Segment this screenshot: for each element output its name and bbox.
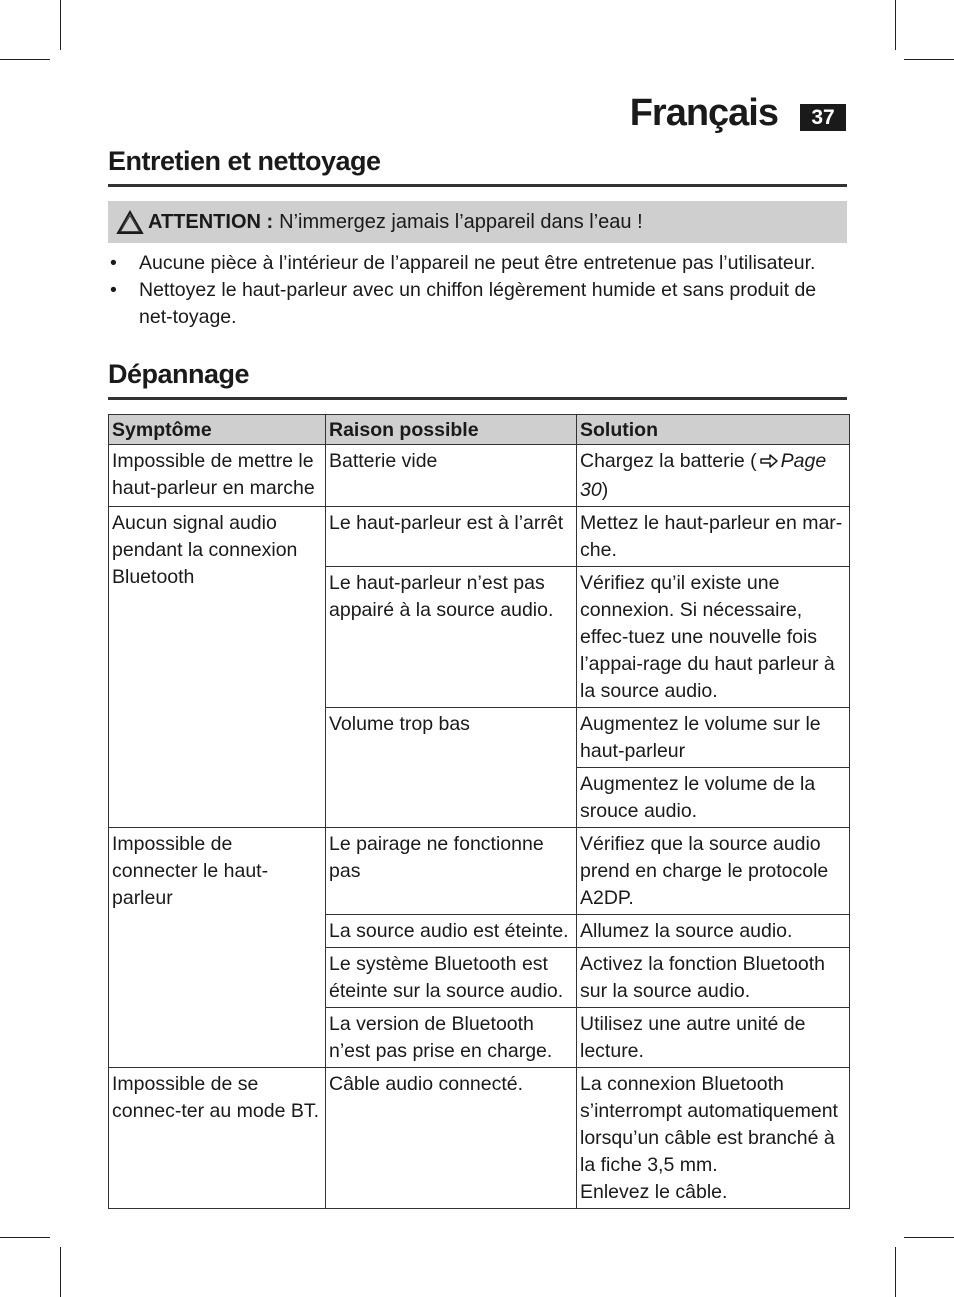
troubleshooting-table (108, 414, 850, 1209)
page-reference: Page 30 (580, 450, 827, 501)
page-number: 37 (800, 104, 846, 131)
crop-mark (0, 59, 50, 60)
column-header-solution: Solution (577, 415, 850, 445)
symptom-cell: Impossible de se connec-ter au mode BT. (109, 1068, 326, 1209)
solution-cell: Mettez le haut-parleur en mar-che. (577, 507, 850, 567)
reason-cell: Le haut-parleur est à l’arrêt (326, 507, 577, 567)
solution-text: Chargez la batterie ( (580, 450, 757, 472)
reason-cell: Batterie vide (326, 445, 577, 507)
symptom-cell: Impossible de mettre le haut-parleur en marche (109, 445, 326, 507)
attention-text: N’immergez jamais l’appareil dans l’eau ! (279, 210, 643, 233)
table-row (109, 1068, 850, 1209)
symptom-cell: Aucun signal audio pendant la connexion Bluetooth (109, 507, 326, 828)
reason-cell: Le pairage ne fonctionne pas (326, 828, 577, 915)
reason-cell: Câble audio connecté. (326, 1068, 577, 1209)
attention-box (108, 201, 847, 243)
reason-cell: Le système Bluetooth est éteinte sur la source audio. (326, 948, 577, 1008)
crop-mark (60, 1247, 61, 1297)
solution-text: La connexion Bluetooth s’interrompt automatiquement lorsqu’un câble est branché à la fiche 3,5 mm. (580, 1073, 838, 1176)
table-row (109, 828, 850, 915)
crop-mark (0, 1237, 50, 1238)
table-header-row (109, 415, 850, 445)
list-item: • Aucune pièce à l’intérieur de l’appareil ne peut être entretenue pas l’utilisateur. (108, 250, 848, 277)
table-row (109, 507, 850, 567)
solution-cell: Augmentez le volume sur le haut-parleur (577, 708, 850, 768)
solution-cell: Vérifiez que la source audio prend en charge le protocole A2DP. (577, 828, 850, 915)
reason-cell: La version de Bluetooth n’est pas prise en charge. (326, 1008, 577, 1068)
solution-cell (577, 1068, 850, 1209)
solution-cell (577, 445, 850, 507)
crop-mark (895, 0, 896, 50)
solution-cell: Vérifiez qu’il existe une connexion. Si nécessaire, effec-tuez une nouvelle fois l’appai-rage du haut parleur à la source audio. (577, 567, 850, 708)
crop-mark (904, 59, 954, 60)
table-row (109, 445, 850, 507)
troubleshooting-title: Dépannage (108, 359, 250, 389)
solution-cell: Allumez la source audio. (577, 915, 850, 948)
solution-cell: Augmentez le volume de la srouce audio. (577, 768, 850, 828)
solution-text: Enlevez le câble. (580, 1181, 728, 1203)
solution-cell: Utilisez une autre unité de lecture. (577, 1008, 850, 1068)
reason-cell: Le haut-parleur n’est pas appairé à la source audio. (326, 567, 577, 708)
reason-cell: La source audio est éteinte. (326, 915, 577, 948)
solution-text: ) (601, 479, 609, 501)
solution-cell: Activez la fonction Bluetooth sur la source audio. (577, 948, 850, 1008)
column-header-symptom: Symptôme (109, 415, 326, 445)
section-rule (108, 184, 847, 187)
crop-mark (60, 0, 61, 50)
reason-cell: Volume trop bas (326, 708, 577, 828)
section-rule (108, 397, 847, 400)
arrow-right-icon (759, 450, 779, 477)
language-title: Français (629, 92, 778, 134)
column-header-reason: Raison possible (326, 415, 577, 445)
crop-mark (904, 1237, 954, 1238)
warning-icon (116, 210, 144, 235)
attention-label: ATTENTION : (148, 210, 274, 233)
crop-mark (895, 1247, 896, 1297)
maintenance-list (108, 250, 848, 331)
symptom-cell: Impossible de connecter le haut-parleur (109, 828, 326, 1068)
maintenance-title: Entretien et nettoyage (108, 146, 381, 176)
list-item: • Nettoyez le haut-parleur avec un chiffon légèrement humide et sans produit de net-toyage. (108, 277, 848, 331)
